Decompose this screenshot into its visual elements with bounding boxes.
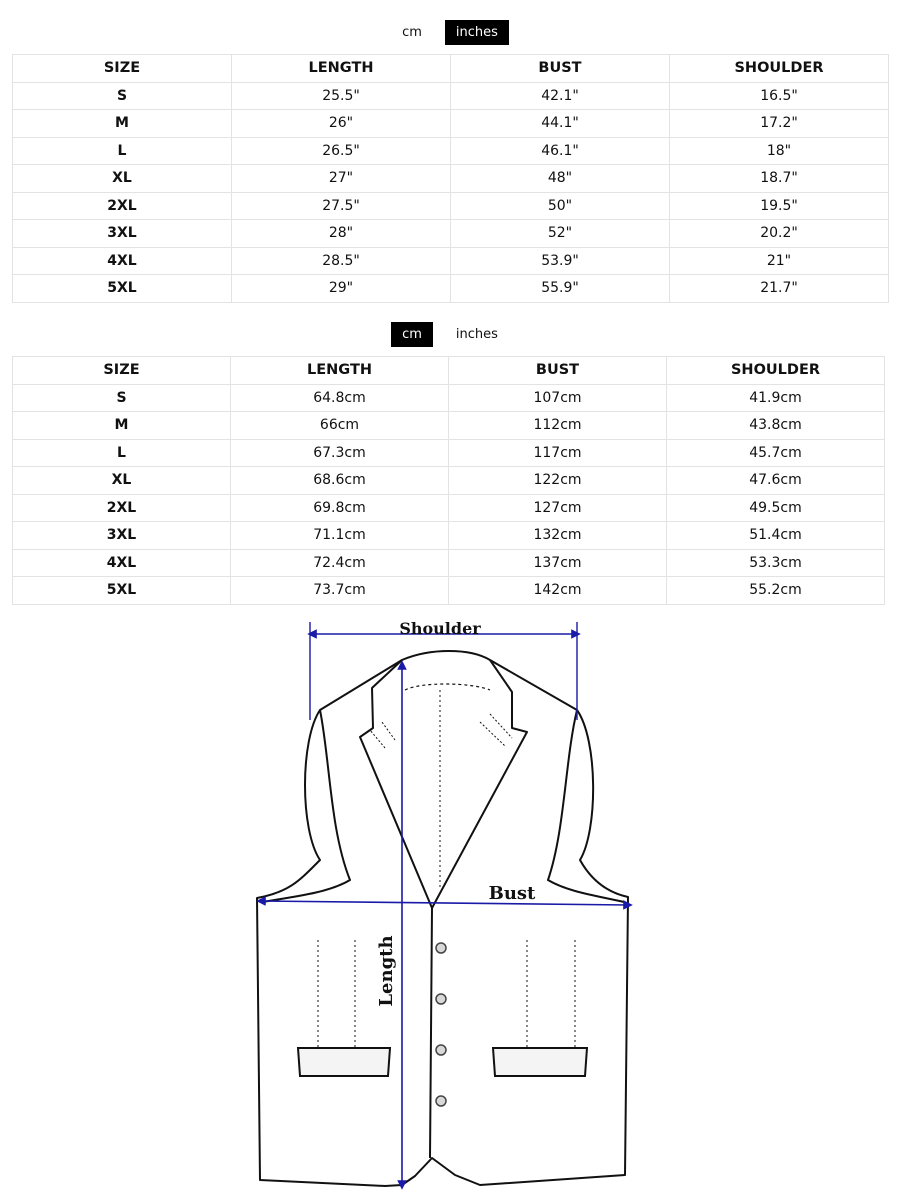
unit-option-inches[interactable]: inches	[455, 327, 498, 342]
measure-cell: 26"	[232, 110, 451, 138]
column-header-size: SIZE	[13, 55, 232, 83]
measure-cell: 20.2"	[670, 220, 889, 248]
measure-cell: 47.6cm	[667, 467, 885, 495]
measure-cell: 112cm	[449, 412, 667, 440]
measure-cell: 18"	[670, 137, 889, 165]
table-row	[13, 522, 885, 550]
measure-cell: 132cm	[449, 522, 667, 550]
measure-cell: 69.8cm	[231, 494, 449, 522]
measure-cell: 51.4cm	[667, 522, 885, 550]
unit-toggle-2	[0, 322, 900, 347]
size-cell: L	[13, 137, 232, 165]
measure-cell: 68.6cm	[231, 467, 449, 495]
measure-cell: 137cm	[449, 549, 667, 577]
length-label: Length	[376, 935, 397, 1007]
measure-cell: 55.9"	[451, 275, 670, 303]
bust-label: Bust	[488, 883, 536, 904]
column-header-bust: BUST	[449, 357, 667, 385]
column-header-length: LENGTH	[231, 357, 449, 385]
measure-cell: 64.8cm	[231, 384, 449, 412]
column-header-shoulder: SHOULDER	[670, 55, 889, 83]
size-cell: 5XL	[13, 275, 232, 303]
vest-buttons	[436, 943, 446, 1106]
unit-toggle-1	[0, 20, 900, 45]
measure-cell: 122cm	[449, 467, 667, 495]
table-row	[13, 247, 889, 275]
measure-cell: 21.7"	[670, 275, 889, 303]
size-table-cm	[12, 356, 885, 605]
table-row	[13, 192, 889, 220]
measure-cell: 25.5"	[232, 82, 451, 110]
measure-cell: 46.1"	[451, 137, 670, 165]
table-header-row	[13, 55, 889, 83]
button-icon	[436, 1096, 446, 1106]
measure-cell: 73.7cm	[231, 577, 449, 605]
measure-cell: 28.5"	[232, 247, 451, 275]
table-row	[13, 82, 889, 110]
measure-cell: 43.8cm	[667, 412, 885, 440]
measure-cell: 49.5cm	[667, 494, 885, 522]
table-row	[13, 137, 889, 165]
button-icon	[436, 943, 446, 953]
table-row	[13, 467, 885, 495]
measure-cell: 52"	[451, 220, 670, 248]
table-row	[13, 110, 889, 138]
measure-cell: 27"	[232, 165, 451, 193]
measure-cell: 29"	[232, 275, 451, 303]
column-header-length: LENGTH	[232, 55, 451, 83]
column-header-size: SIZE	[13, 357, 231, 385]
table-row	[13, 220, 889, 248]
measure-cell: 21"	[670, 247, 889, 275]
table-header-row	[13, 357, 885, 385]
measure-cell: 53.9"	[451, 247, 670, 275]
table-row	[13, 494, 885, 522]
measure-cell: 107cm	[449, 384, 667, 412]
measure-cell: 67.3cm	[231, 439, 449, 467]
measure-cell: 66cm	[231, 412, 449, 440]
measure-cell: 44.1"	[451, 110, 670, 138]
shoulder-label: Shoulder	[399, 619, 481, 638]
column-header-bust: BUST	[451, 55, 670, 83]
size-cell: M	[13, 412, 231, 440]
size-cell: M	[13, 110, 232, 138]
measure-cell: 17.2"	[670, 110, 889, 138]
button-icon	[436, 994, 446, 1004]
measure-cell: 28"	[232, 220, 451, 248]
column-header-shoulder: SHOULDER	[667, 357, 885, 385]
size-cell: 3XL	[13, 522, 231, 550]
pocket-flap-right	[493, 1048, 587, 1076]
size-cell: XL	[13, 467, 231, 495]
unit-option-inches[interactable]: inches	[445, 20, 509, 45]
measure-cell: 72.4cm	[231, 549, 449, 577]
size-cell: XL	[13, 165, 232, 193]
table-row	[13, 577, 885, 605]
measure-cell: 127cm	[449, 494, 667, 522]
measure-cell: 50"	[451, 192, 670, 220]
size-cell: 4XL	[13, 247, 232, 275]
measure-cell: 41.9cm	[667, 384, 885, 412]
size-cell: 3XL	[13, 220, 232, 248]
measure-cell: 19.5"	[670, 192, 889, 220]
size-cell: 4XL	[13, 549, 231, 577]
size-cell: S	[13, 384, 231, 412]
button-icon	[436, 1045, 446, 1055]
unit-option-cm[interactable]: cm	[391, 322, 433, 347]
table-row	[13, 384, 885, 412]
table-row	[13, 412, 885, 440]
vest-illustration	[0, 610, 900, 1200]
measure-cell: 117cm	[449, 439, 667, 467]
measure-cell: 53.3cm	[667, 549, 885, 577]
measure-cell: 55.2cm	[667, 577, 885, 605]
size-cell: L	[13, 439, 231, 467]
size-cell: 2XL	[13, 494, 231, 522]
measure-cell: 45.7cm	[667, 439, 885, 467]
table-row	[13, 439, 885, 467]
measure-cell: 18.7"	[670, 165, 889, 193]
table-row	[13, 549, 885, 577]
table-row	[13, 165, 889, 193]
size-cell: S	[13, 82, 232, 110]
measure-cell: 16.5"	[670, 82, 889, 110]
size-cell: 5XL	[13, 577, 231, 605]
size-table-inches	[12, 54, 889, 303]
measure-cell: 27.5"	[232, 192, 451, 220]
unit-option-cm[interactable]: cm	[402, 25, 422, 40]
measure-cell: 142cm	[449, 577, 667, 605]
measure-cell: 26.5"	[232, 137, 451, 165]
size-cell: 2XL	[13, 192, 232, 220]
bust-measure-line	[261, 901, 628, 905]
table-row	[13, 275, 889, 303]
measure-cell: 48"	[451, 165, 670, 193]
measure-cell: 71.1cm	[231, 522, 449, 550]
pocket-flap-left	[298, 1048, 390, 1076]
measure-cell: 42.1"	[451, 82, 670, 110]
